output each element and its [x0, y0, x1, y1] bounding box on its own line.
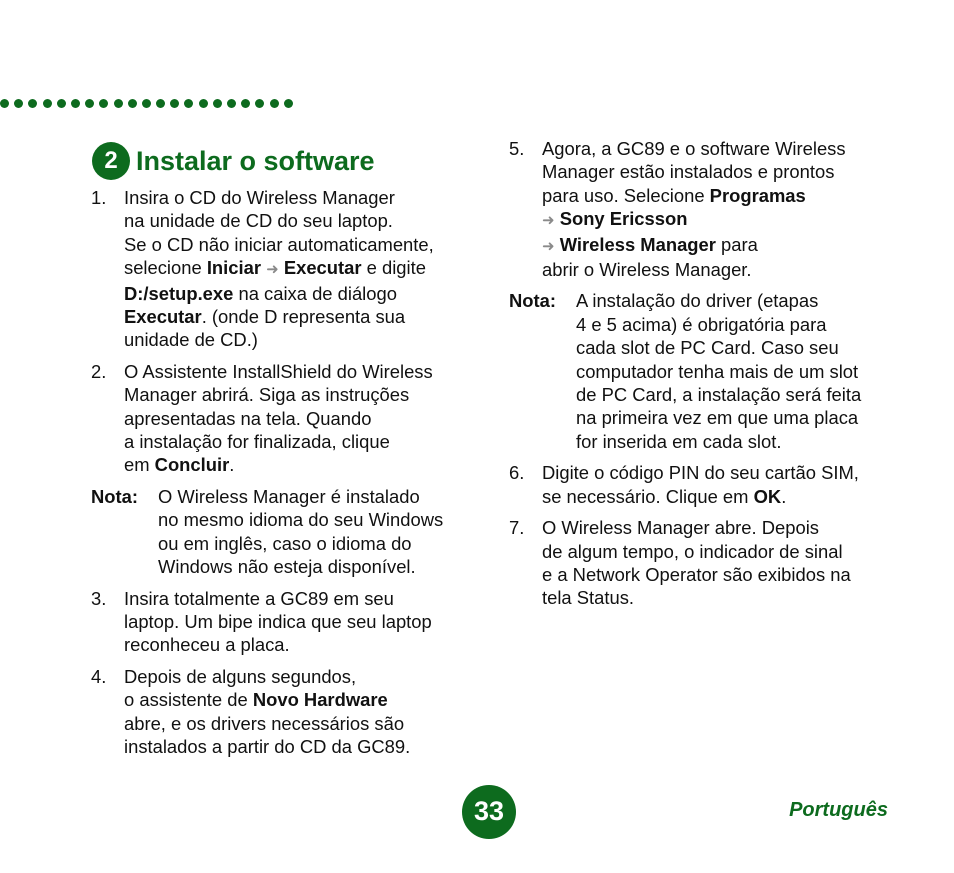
- step-number: 6.: [509, 462, 525, 484]
- dot: [270, 99, 279, 108]
- text-run: .: [781, 485, 787, 507]
- dot: [28, 99, 37, 108]
- dot: [85, 99, 94, 108]
- right-column: [509, 137, 899, 618]
- dot: [284, 99, 293, 108]
- list-item-step-3: [91, 587, 471, 657]
- list-item-step-2: [91, 360, 471, 477]
- text-run: O Assistente InstallShield do Wireless Manager abrirá. Siga as instruções apresentadas na tela. Quando a instalação for finalizada, clique em: [124, 360, 433, 476]
- text-run: para abrir o Wireless Manager.: [542, 233, 758, 281]
- bold-term: Concluir: [154, 454, 230, 476]
- dot: [156, 99, 165, 108]
- arrow-right-icon: ➜: [266, 261, 279, 279]
- arrow-right-icon: ➜: [542, 237, 555, 255]
- dot: [43, 99, 52, 108]
- text-run: . (onde D representa sua unidade de CD.): [124, 306, 406, 351]
- dot: [170, 99, 179, 108]
- bold-term: Programas: [709, 184, 806, 206]
- list-item-step-5: [509, 137, 899, 281]
- section-heading: [92, 142, 375, 180]
- bold-term: D:/setup.exe: [124, 282, 234, 304]
- dot: [71, 99, 80, 108]
- note-text: O Wireless Manager é instalado no mesmo idioma do seu Windows ou em inglês, caso o idioma do Windows não esteja disponível.: [158, 485, 444, 578]
- arrow-right-icon: ➜: [542, 212, 555, 230]
- dot: [99, 99, 108, 108]
- decorative-dot-row: [0, 99, 293, 108]
- dot: [241, 99, 250, 108]
- dot: [213, 99, 222, 108]
- dot: [0, 99, 9, 108]
- bold-term: Executar: [283, 257, 362, 279]
- note-text: A instalação do driver (etapas 4 e 5 acima) é obrigatória para cada slot de PC Card. Caso seu computador tenha mais de um slot de PC Card, a instalação será feita na primeira vez em que uma placa for inserida em cada slot.: [576, 290, 862, 452]
- text-run: Agora, a GC89 e o software Wireless Manager estão instalados e prontos para uso. Selecione: [542, 138, 846, 206]
- bold-term: Novo Hardware: [252, 689, 388, 711]
- dot: [114, 99, 123, 108]
- section-title: Instalar o software: [136, 146, 375, 176]
- step-text: [124, 360, 471, 477]
- step-text: [542, 461, 899, 508]
- list-item-step-7: [509, 516, 899, 610]
- text-run: Depois de alguns segundos, o assistente de: [124, 665, 357, 711]
- step-text: [124, 186, 471, 352]
- dot: [14, 99, 23, 108]
- list-item-step-1: [91, 186, 471, 352]
- text-run: Digite o código PIN do seu cartão SIM, se necessário. Clique em: [542, 462, 859, 507]
- step-text: [542, 137, 899, 281]
- note-block: [91, 485, 471, 579]
- language-label: Português: [789, 799, 888, 821]
- dot: [227, 99, 236, 108]
- left-column: [91, 186, 471, 766]
- dot: [184, 99, 193, 108]
- step-text: [124, 665, 471, 759]
- bold-term: Wireless Manager: [559, 233, 716, 255]
- dot: [57, 99, 66, 108]
- step-text: Insira totalmente a GC89 em seu laptop. Um bipe indica que seu laptop reconheceu a placa.: [124, 587, 432, 656]
- step-number: 1.: [91, 187, 107, 208]
- dot: [128, 99, 137, 108]
- page-number-badge: 33: [462, 785, 516, 839]
- text-run: na caixa de diálogo: [238, 282, 397, 304]
- step-number: 5.: [509, 138, 525, 159]
- bold-term: Iniciar: [206, 257, 261, 279]
- step-number: 7.: [509, 517, 525, 539]
- bold-term: Sony Ericsson: [559, 208, 688, 230]
- step-number-badge: 2: [92, 142, 130, 180]
- bold-term: Executar: [124, 306, 202, 328]
- list-item-step-4: [91, 665, 471, 759]
- step-number: 4.: [91, 665, 107, 687]
- step-text: O Wireless Manager abre. Depois de algum tempo, o indicador de sinal e a Network Operator são exibidos na tela Status.: [542, 517, 851, 609]
- text-run: abre, e os drivers necessários são instalados a partir do CD da GC89.: [124, 712, 411, 757]
- note-label: Nota:: [91, 485, 138, 507]
- dot: [142, 99, 151, 108]
- note-block: [509, 289, 899, 453]
- text-run: .: [229, 454, 235, 476]
- step-number: 3.: [91, 587, 107, 609]
- text-run: e digite: [366, 257, 426, 279]
- step-number: 2.: [91, 360, 107, 382]
- dot: [255, 99, 264, 108]
- dot: [199, 99, 208, 108]
- list-item-step-6: [509, 461, 899, 508]
- bold-term: OK: [753, 485, 782, 507]
- text-run: Insira o CD do Wireless Manager na unidade de CD do seu laptop. Se o CD não iniciar automaticamente, selecione: [124, 187, 434, 279]
- note-label: Nota:: [509, 290, 556, 312]
